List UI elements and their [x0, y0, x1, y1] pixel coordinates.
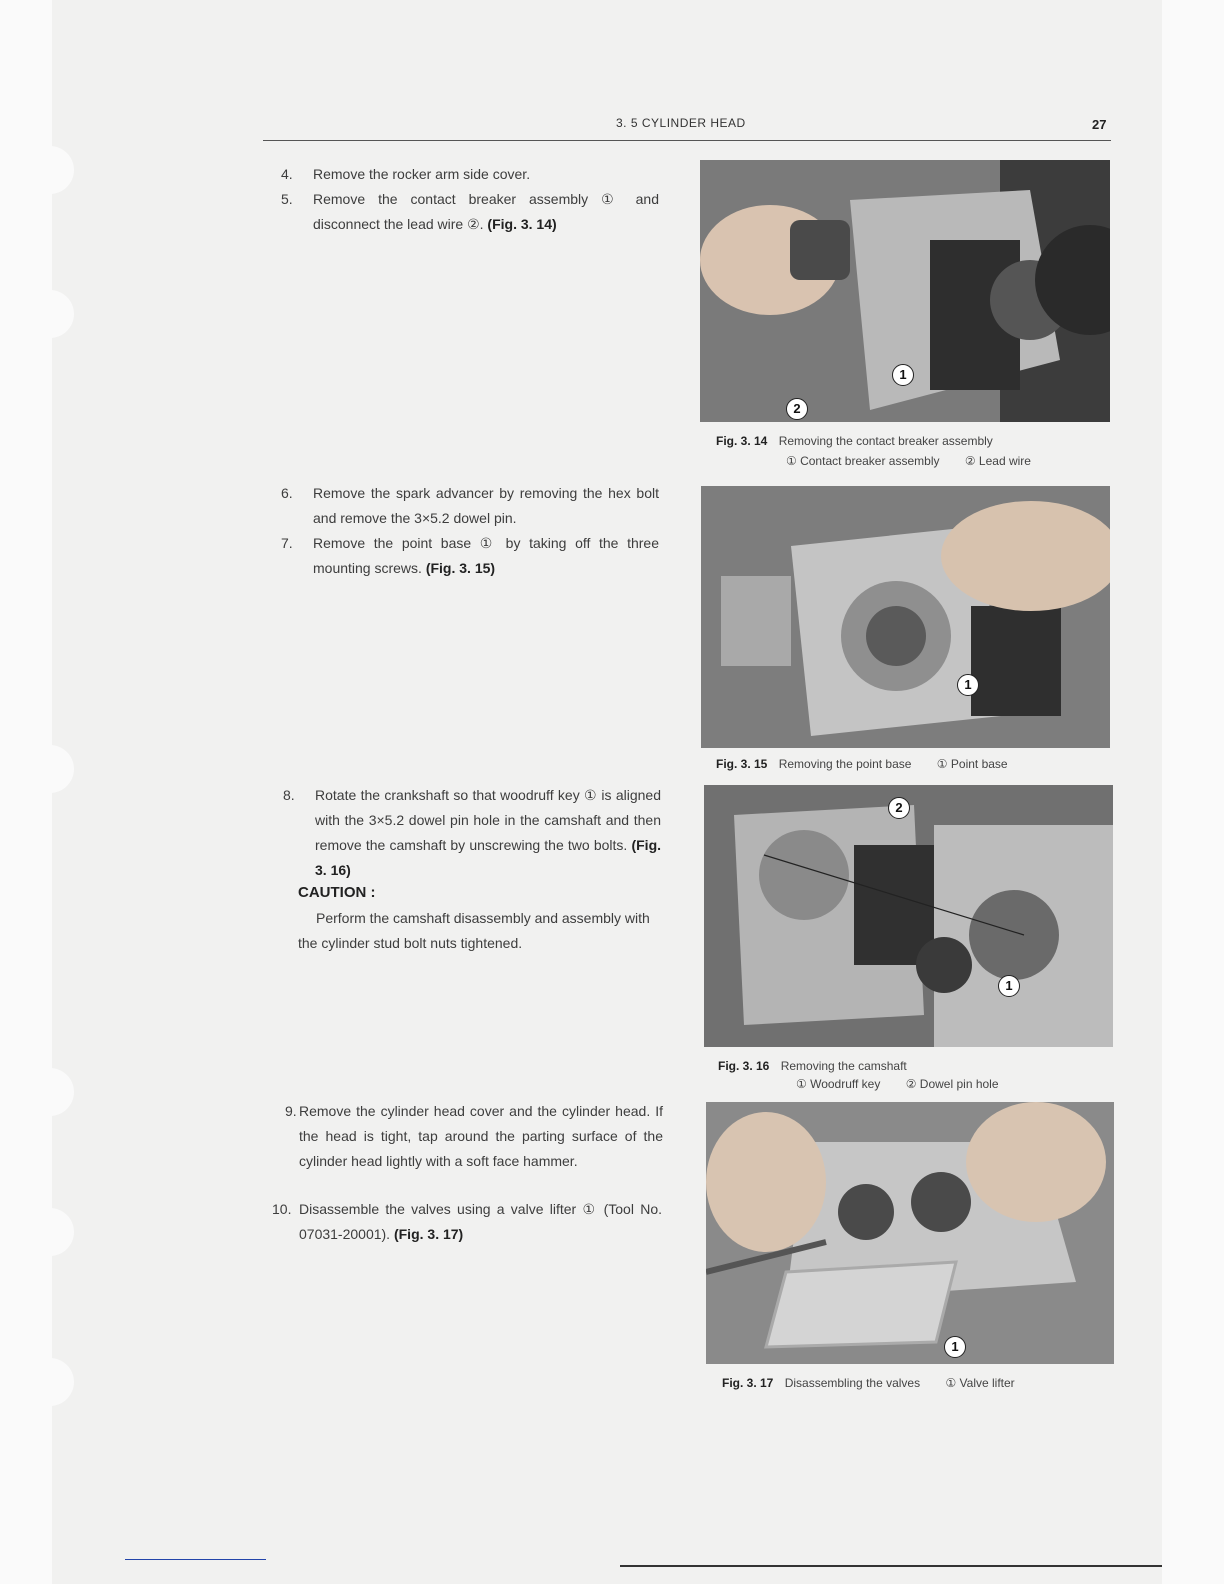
figure-3-14-photo [700, 160, 1110, 422]
callout-1: 1 [944, 1336, 966, 1358]
step-text: Remove the point base ① by taking off the three mounting screws. [313, 535, 659, 576]
footer-rule [620, 1565, 1162, 1567]
page-number: 27 [1092, 117, 1107, 132]
figure-3-14-legend [786, 454, 1031, 468]
step-text: Rotate the crankshaft so that woodruff key ① is aligned with the 3×5.2 dowel pin hole in the camshaft and then remove the camshaft by unscrewing the two bolts. [315, 787, 661, 853]
figure-3-16-caption [718, 1059, 907, 1073]
caution-text: Perform the camshaft disassembly and assembly with the cylinder stud bolt nuts tightened. [298, 910, 650, 951]
engine-photo-illustration [701, 486, 1110, 748]
step-number: 6. [281, 485, 293, 501]
legend-item: ② Dowel pin hole [905, 1077, 999, 1091]
engine-photo-illustration [704, 785, 1113, 1047]
figure-3-17-caption [722, 1376, 1015, 1390]
legend-item: ① Contact breaker assembly [786, 454, 940, 468]
figure-title: Removing the point base [778, 757, 912, 771]
legend-item: ① Woodruff key [796, 1077, 881, 1091]
engine-photo-illustration [706, 1102, 1114, 1364]
figure-reference: (Fig. 3. 14) [487, 216, 557, 232]
step-number: 10. [272, 1201, 292, 1217]
figure-number: Fig. 3. 14 [716, 434, 768, 448]
figure-3-17-photo [706, 1102, 1114, 1364]
figure-reference: (Fig. 3. 17) [393, 1226, 464, 1242]
figure-title: Disassembling the valves [784, 1376, 921, 1390]
step-number: 8. [283, 787, 295, 803]
callout-1: 1 [957, 674, 979, 696]
callout-1: 1 [892, 364, 914, 386]
figure-reference: (Fig. 3. 16) [315, 837, 662, 878]
step-number: 7. [281, 535, 293, 551]
callout-2: 2 [888, 797, 910, 819]
callout-2: 2 [786, 398, 808, 420]
figure-reference: (Fig. 3. 15) [425, 560, 496, 576]
figure-3-14-caption [716, 434, 993, 448]
callout-1: 1 [998, 975, 1020, 997]
figure-number: Fig. 3. 16 [718, 1059, 770, 1073]
figure-3-16-legend [796, 1077, 999, 1091]
step-text: Remove the rocker arm side cover. [313, 166, 531, 182]
figure-3-15-photo [701, 486, 1110, 748]
caution-title: CAUTION : [298, 884, 376, 901]
figure-3-15-caption [716, 757, 1008, 771]
section-title: 3. 5 CYLINDER HEAD [616, 116, 746, 130]
figure-title: Removing the camshaft [780, 1059, 907, 1073]
legend-item: ② Lead wire [964, 454, 1031, 468]
step-text: Remove the cylinder head cover and the cylinder head. If the head is tight, tap around the parting surface of the cylinder head lightly with a soft face hammer. [299, 1103, 663, 1169]
legend-item: ① Valve lifter [945, 1376, 1015, 1390]
step-number: 5. [281, 191, 293, 207]
step-text: Remove the spark advancer by removing the hex bolt and remove the 3×5.2 dowel pin. [313, 485, 659, 526]
step-number: 4. [281, 166, 293, 182]
figure-3-16-photo [704, 785, 1113, 1047]
header-rule [263, 140, 1111, 141]
step-text: Disassemble the valves using a valve lifter ① (Tool No. 07031-20001). [299, 1201, 662, 1242]
step-number: 9. [285, 1103, 297, 1119]
figure-title: Removing the contact breaker assembly [778, 434, 993, 448]
footer-rule [125, 1559, 266, 1560]
legend-item: ① Point base [936, 757, 1008, 771]
figure-number: Fig. 3. 17 [722, 1376, 774, 1390]
figure-number: Fig. 3. 15 [716, 757, 768, 771]
step-text: Remove the contact breaker assembly ① and disconnect the lead wire ②. [313, 191, 659, 232]
